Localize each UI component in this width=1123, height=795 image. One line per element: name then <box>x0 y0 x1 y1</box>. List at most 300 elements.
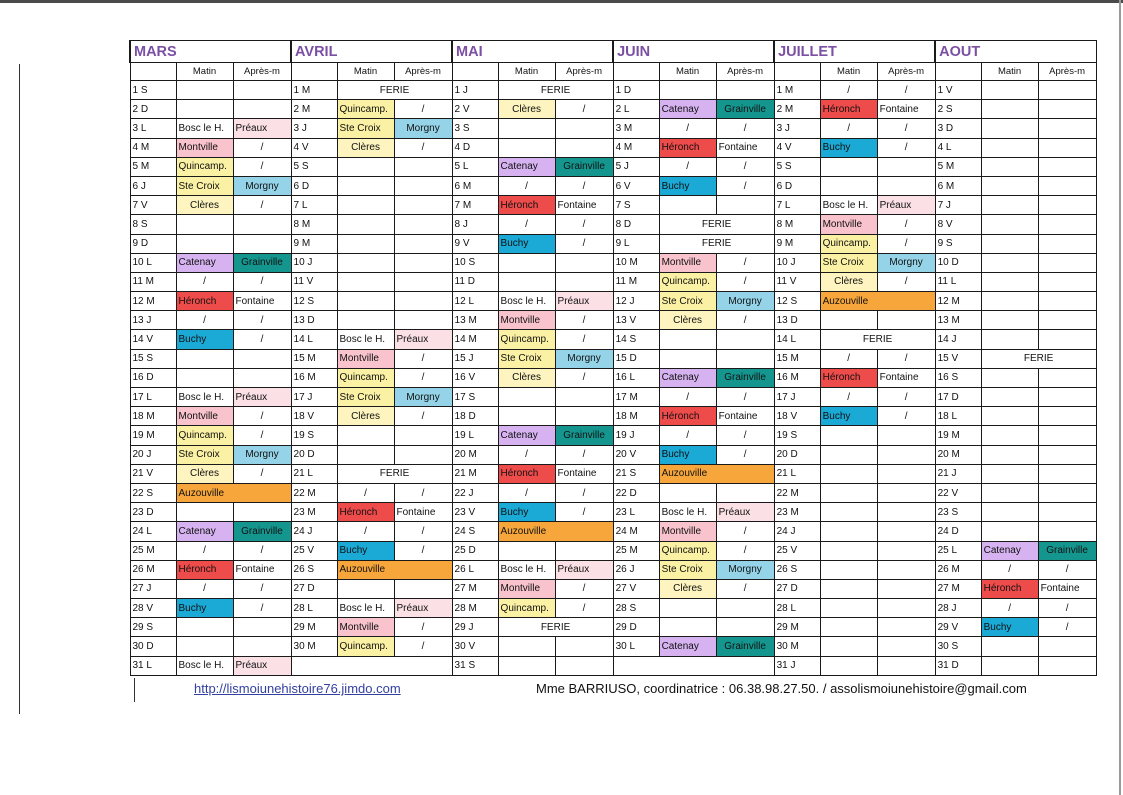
apres-midi-cell: / <box>716 272 774 291</box>
apres-midi-cell: / <box>716 522 774 541</box>
matin-cell: Héronch <box>176 292 233 311</box>
activity-cell: Auzouville <box>337 560 452 579</box>
apres-midi-cell <box>394 311 452 330</box>
day-cell: 14 L <box>291 330 337 349</box>
day-cell: 27 D <box>774 579 820 598</box>
apres-midi-cell <box>394 253 452 272</box>
month-header-row <box>130 41 1096 63</box>
matin-cell <box>820 483 877 502</box>
matin-cell <box>981 119 1038 138</box>
apres-midi-cell <box>394 579 452 598</box>
matin-cell <box>820 579 877 598</box>
apres-midi-cell <box>555 388 613 407</box>
day-cell: 18 M <box>130 407 176 426</box>
day-cell: 15 M <box>774 349 820 368</box>
apres-midi-cell <box>233 503 291 522</box>
matin-cell: Catenay <box>981 541 1038 560</box>
matin-cell: / <box>981 560 1038 579</box>
matin-cell: / <box>820 119 877 138</box>
contact-line: Mme BARRIUSO, coordinatrice : 06.38.98.27.50. / assolismoiunehistoire@gmail.com <box>536 681 1027 696</box>
matin-cell <box>820 656 877 675</box>
matin-cell: / <box>498 445 555 464</box>
apres-midi-cell <box>1038 176 1096 195</box>
table-row <box>130 541 1096 560</box>
apres-midi-cell <box>555 637 613 656</box>
day-cell: 19 M <box>935 426 981 445</box>
apres-midi-cell <box>1038 119 1096 138</box>
day-cell: 15 V <box>935 349 981 368</box>
matin-cell: Héronch <box>659 138 716 157</box>
day-cell: 8 J <box>452 215 498 234</box>
matin-cell <box>498 138 555 157</box>
apres-midi-cell: / <box>233 579 291 598</box>
matin-cell <box>981 426 1038 445</box>
apres-midi-cell <box>233 349 291 368</box>
matin-cell <box>659 349 716 368</box>
day-cell: 12 M <box>130 292 176 311</box>
apres-midi-cell <box>877 579 935 598</box>
day-cell: 24 S <box>452 522 498 541</box>
matin-cell: / <box>820 81 877 100</box>
matin-cell: Ste Croix <box>659 560 716 579</box>
apres-midi-cell <box>877 311 935 330</box>
matin-cell: Ste Croix <box>498 349 555 368</box>
matin-cell <box>981 253 1038 272</box>
matin-cell <box>337 292 394 311</box>
day-cell: 1 D <box>613 81 659 100</box>
apres-midi-cell <box>1038 157 1096 176</box>
day-cell: 16 M <box>774 368 820 387</box>
day-cell: 20 J <box>130 445 176 464</box>
apres-midi-cell: / <box>233 196 291 215</box>
day-cell: 6 J <box>130 176 176 195</box>
apres-midi-cell: / <box>555 599 613 618</box>
day-cell: 1 S <box>130 81 176 100</box>
day-cell: 3 J <box>291 119 337 138</box>
apres-midi-cell <box>233 618 291 637</box>
day-header <box>291 63 337 81</box>
matin-cell: / <box>820 388 877 407</box>
apres-midi-cell: Préaux <box>233 656 291 675</box>
day-cell: 11 M <box>613 272 659 291</box>
day-cell: 29 J <box>452 618 498 637</box>
apres-midi-cell <box>877 176 935 195</box>
apres-midi-cell: Préaux <box>877 196 935 215</box>
apres-midi-cell: / <box>233 138 291 157</box>
matin-cell: Catenay <box>498 157 555 176</box>
day-cell: 21 S <box>613 464 659 483</box>
day-cell: 8 M <box>774 215 820 234</box>
month-title: AVRIL <box>291 41 452 63</box>
matin-cell <box>337 196 394 215</box>
table-row <box>130 637 1096 656</box>
day-cell: 19 J <box>613 426 659 445</box>
apres-midi-cell <box>716 618 774 637</box>
day-cell: 14 V <box>130 330 176 349</box>
table-row <box>130 579 1096 598</box>
holiday-cell: FERIE <box>659 234 774 253</box>
matin-cell: Quincamp. <box>176 426 233 445</box>
day-cell: 24 M <box>613 522 659 541</box>
matin-cell: Bosc le H. <box>498 560 555 579</box>
day-cell: 19 S <box>291 426 337 445</box>
apres-midi-cell: / <box>877 349 935 368</box>
apres-midi-cell: / <box>716 388 774 407</box>
day-cell: 10 M <box>613 253 659 272</box>
matin-cell: Montville <box>820 215 877 234</box>
matin-cell: / <box>659 157 716 176</box>
apres-midi-cell <box>877 656 935 675</box>
apres-midi-cell <box>877 503 935 522</box>
apres-midi-cell: / <box>233 599 291 618</box>
schedule-body <box>130 81 1096 676</box>
day-cell: 5 J <box>613 157 659 176</box>
apres-midi-cell <box>233 368 291 387</box>
apres-midi-cell: Préaux <box>233 388 291 407</box>
apres-midi-cell: Préaux <box>555 560 613 579</box>
matin-cell <box>820 541 877 560</box>
matin-cell: / <box>176 272 233 291</box>
matin-cell <box>498 656 555 675</box>
day-cell: 16 V <box>452 368 498 387</box>
apres-midi-cell: Grainville <box>233 253 291 272</box>
apres-midi-cell: / <box>394 138 452 157</box>
apres-midi-cell <box>1038 503 1096 522</box>
matin-cell <box>337 253 394 272</box>
website-link[interactable]: http://lismoiunehistoire76.jimdo.com <box>194 681 401 696</box>
day-cell: 13 D <box>774 311 820 330</box>
table-row <box>130 138 1096 157</box>
apres-midi-cell <box>1038 215 1096 234</box>
apres-midi-cell: Fontaine <box>233 292 291 311</box>
matin-cell: / <box>659 119 716 138</box>
apres-midi-cell: Préaux <box>394 330 452 349</box>
table-row <box>130 272 1096 291</box>
apres-midi-cell <box>716 330 774 349</box>
day-cell: 14 L <box>774 330 820 349</box>
apres-midi-cell: / <box>555 445 613 464</box>
day-header <box>130 63 176 81</box>
day-cell: 12 J <box>613 292 659 311</box>
empty-cell <box>613 656 774 675</box>
apres-midi-cell: / <box>716 445 774 464</box>
day-cell: 4 M <box>130 138 176 157</box>
apres-midi-cell: Morgny <box>716 560 774 579</box>
day-cell: 23 V <box>452 503 498 522</box>
day-cell: 25 M <box>130 541 176 560</box>
matin-cell: Bosc le H. <box>176 656 233 675</box>
matin-cell <box>981 234 1038 253</box>
matin-cell <box>820 599 877 618</box>
day-cell: 6 D <box>774 176 820 195</box>
matin-cell: Bosc le H. <box>337 599 394 618</box>
apres-midi-cell <box>394 176 452 195</box>
apres-midi-cell: / <box>555 368 613 387</box>
apres-midi-cell <box>1038 234 1096 253</box>
day-header <box>613 63 659 81</box>
matin-cell <box>820 503 877 522</box>
matin-header: Matin <box>659 63 716 81</box>
footer-divider <box>134 678 135 702</box>
day-cell: 8 M <box>291 215 337 234</box>
matin-cell <box>981 522 1038 541</box>
day-cell: 5 M <box>935 157 981 176</box>
matin-cell: Catenay <box>176 522 233 541</box>
matin-cell <box>820 445 877 464</box>
matin-cell: Buchy <box>176 599 233 618</box>
apres-midi-cell <box>233 215 291 234</box>
day-cell: 17 J <box>291 388 337 407</box>
activity-cell: Auzouville <box>659 464 774 483</box>
day-cell: 26 L <box>452 560 498 579</box>
apres-midi-cell: / <box>1038 618 1096 637</box>
apres-midi-cell: / <box>1038 599 1096 618</box>
matin-cell <box>820 522 877 541</box>
matin-cell <box>498 407 555 426</box>
day-cell: 26 M <box>130 560 176 579</box>
day-cell: 29 M <box>774 618 820 637</box>
apres-midi-cell: / <box>716 253 774 272</box>
apres-midi-cell: Préaux <box>555 292 613 311</box>
apres-midi-cell: / <box>394 637 452 656</box>
matin-cell <box>176 618 233 637</box>
day-cell: 2 S <box>935 100 981 119</box>
day-cell: 29 S <box>130 618 176 637</box>
matin-cell: / <box>337 522 394 541</box>
day-cell: 24 L <box>130 522 176 541</box>
day-cell: 29 D <box>613 618 659 637</box>
apres-midi-cell: Fontaine <box>716 138 774 157</box>
day-cell: 26 J <box>613 560 659 579</box>
apres-midi-cell: / <box>555 215 613 234</box>
day-cell: 31 S <box>452 656 498 675</box>
day-cell: 13 D <box>291 311 337 330</box>
apres-midi-cell <box>877 560 935 579</box>
apres-midi-cell: / <box>394 618 452 637</box>
column-header-row <box>130 63 1096 81</box>
day-cell: 9 M <box>774 234 820 253</box>
apres-midi-cell <box>555 272 613 291</box>
apres-midi-cell <box>1038 656 1096 675</box>
matin-header: Matin <box>176 63 233 81</box>
day-cell: 25 M <box>613 541 659 560</box>
day-cell: 18 L <box>935 407 981 426</box>
day-cell: 27 M <box>452 579 498 598</box>
day-cell: 18 V <box>291 407 337 426</box>
day-cell: 31 J <box>774 656 820 675</box>
apres-midi-cell: Préaux <box>233 119 291 138</box>
matin-cell <box>981 157 1038 176</box>
day-cell: 13 J <box>130 311 176 330</box>
apres-midi-header: Après-m <box>1038 63 1096 81</box>
matin-cell: Clères <box>498 368 555 387</box>
matin-cell: / <box>498 176 555 195</box>
matin-cell: / <box>498 215 555 234</box>
apres-midi-header: Après-m <box>394 63 452 81</box>
matin-cell: / <box>176 311 233 330</box>
apres-midi-cell: Morgny <box>233 176 291 195</box>
table-row <box>130 656 1096 675</box>
apres-midi-cell: / <box>233 426 291 445</box>
matin-cell <box>981 464 1038 483</box>
matin-cell <box>981 407 1038 426</box>
apres-midi-cell <box>1038 311 1096 330</box>
matin-cell: Buchy <box>337 541 394 560</box>
matin-cell: Quincamp. <box>337 637 394 656</box>
table-row <box>130 292 1096 311</box>
month-title: JUILLET <box>774 41 935 63</box>
apres-midi-cell <box>877 541 935 560</box>
table-row <box>130 234 1096 253</box>
day-cell: 8 D <box>613 215 659 234</box>
apres-midi-cell <box>555 407 613 426</box>
matin-cell: Clères <box>820 272 877 291</box>
month-title: MARS <box>130 41 291 63</box>
table-row <box>130 119 1096 138</box>
matin-cell <box>176 234 233 253</box>
table-row <box>130 368 1096 387</box>
matin-cell <box>981 292 1038 311</box>
day-cell: 22 S <box>130 483 176 502</box>
matin-cell: Catenay <box>176 253 233 272</box>
matin-cell: Buchy <box>659 176 716 195</box>
matin-cell <box>337 234 394 253</box>
apres-midi-cell: Fontaine <box>1038 579 1096 598</box>
apres-midi-cell: / <box>716 119 774 138</box>
day-cell: 24 D <box>935 522 981 541</box>
matin-cell <box>981 176 1038 195</box>
table-row <box>130 407 1096 426</box>
matin-cell: Bosc le H. <box>659 503 716 522</box>
apres-midi-cell <box>1038 292 1096 311</box>
apres-midi-cell: / <box>233 311 291 330</box>
day-cell: 28 S <box>613 599 659 618</box>
apres-midi-cell: Morgny <box>394 388 452 407</box>
matin-cell: Héronch <box>981 579 1038 598</box>
day-cell: 22 M <box>774 483 820 502</box>
matin-cell: Héronch <box>337 503 394 522</box>
apres-midi-cell: Fontaine <box>555 196 613 215</box>
matin-cell: / <box>498 483 555 502</box>
activity-cell: Auzouville <box>176 483 291 502</box>
apres-midi-cell <box>877 522 935 541</box>
matin-cell: Bosc le H. <box>176 119 233 138</box>
day-cell: 18 V <box>774 407 820 426</box>
apres-midi-cell <box>1038 464 1096 483</box>
day-cell: 12 L <box>452 292 498 311</box>
table-row <box>130 215 1096 234</box>
matin-cell: / <box>820 349 877 368</box>
day-cell: 12 S <box>291 292 337 311</box>
apres-midi-cell <box>1038 445 1096 464</box>
apres-midi-cell: / <box>233 272 291 291</box>
table-row <box>130 100 1096 119</box>
table-row <box>130 81 1096 100</box>
day-cell: 25 V <box>774 541 820 560</box>
matin-cell: Montville <box>176 407 233 426</box>
punch-margin-line <box>19 64 20 714</box>
table-row <box>130 445 1096 464</box>
apres-midi-cell: Grainville <box>233 522 291 541</box>
table-row <box>130 311 1096 330</box>
matin-cell: Ste Croix <box>176 445 233 464</box>
day-cell: 30 M <box>774 637 820 656</box>
apres-midi-cell: Fontaine <box>877 100 935 119</box>
day-cell: 13 M <box>452 311 498 330</box>
day-cell: 16 M <box>291 368 337 387</box>
day-cell: 7 V <box>130 196 176 215</box>
day-cell: 4 V <box>774 138 820 157</box>
apres-midi-cell: / <box>716 579 774 598</box>
empty-cell <box>291 656 452 675</box>
matin-header: Matin <box>820 63 877 81</box>
matin-cell: Ste Croix <box>337 388 394 407</box>
day-cell: 4 V <box>291 138 337 157</box>
apres-midi-cell: / <box>877 138 935 157</box>
day-cell: 21 L <box>774 464 820 483</box>
day-cell: 3 M <box>613 119 659 138</box>
matin-cell: Buchy <box>981 618 1038 637</box>
matin-header: Matin <box>337 63 394 81</box>
apres-midi-cell <box>716 196 774 215</box>
table-row <box>130 388 1096 407</box>
day-cell: 30 M <box>291 637 337 656</box>
table-row <box>130 196 1096 215</box>
day-cell: 2 V <box>452 100 498 119</box>
matin-cell: Montville <box>659 522 716 541</box>
day-cell: 7 L <box>774 196 820 215</box>
matin-cell: Ste Croix <box>337 119 394 138</box>
apres-midi-cell <box>1038 483 1096 502</box>
matin-cell: / <box>981 599 1038 618</box>
apres-midi-cell: / <box>233 330 291 349</box>
apres-midi-cell: / <box>555 503 613 522</box>
apres-midi-cell: Fontaine <box>716 407 774 426</box>
day-cell: 28 L <box>774 599 820 618</box>
apres-midi-cell <box>716 599 774 618</box>
apres-midi-header: Après-m <box>716 63 774 81</box>
matin-cell: Buchy <box>820 138 877 157</box>
apres-midi-cell <box>1038 637 1096 656</box>
day-header <box>774 63 820 81</box>
apres-midi-cell <box>877 445 935 464</box>
day-cell: 20 D <box>291 445 337 464</box>
matin-cell: Héronch <box>820 368 877 387</box>
matin-cell <box>659 330 716 349</box>
day-cell: 17 M <box>613 388 659 407</box>
matin-cell <box>176 100 233 119</box>
apres-midi-cell: / <box>1038 560 1096 579</box>
matin-cell <box>176 81 233 100</box>
apres-midi-cell <box>1038 272 1096 291</box>
day-cell: 17 L <box>130 388 176 407</box>
day-cell: 8 S <box>130 215 176 234</box>
day-cell: 30 S <box>935 637 981 656</box>
matin-cell <box>820 176 877 195</box>
day-cell: 9 D <box>130 234 176 253</box>
day-cell: 15 M <box>291 349 337 368</box>
apres-midi-cell <box>1038 426 1096 445</box>
matin-cell <box>176 215 233 234</box>
day-cell: 20 M <box>452 445 498 464</box>
day-header <box>935 63 981 81</box>
matin-cell: Héronch <box>498 464 555 483</box>
matin-cell <box>659 81 716 100</box>
matin-cell: Catenay <box>498 426 555 445</box>
matin-cell: Héronch <box>659 407 716 426</box>
apres-midi-cell <box>233 637 291 656</box>
day-cell: 25 L <box>935 541 981 560</box>
